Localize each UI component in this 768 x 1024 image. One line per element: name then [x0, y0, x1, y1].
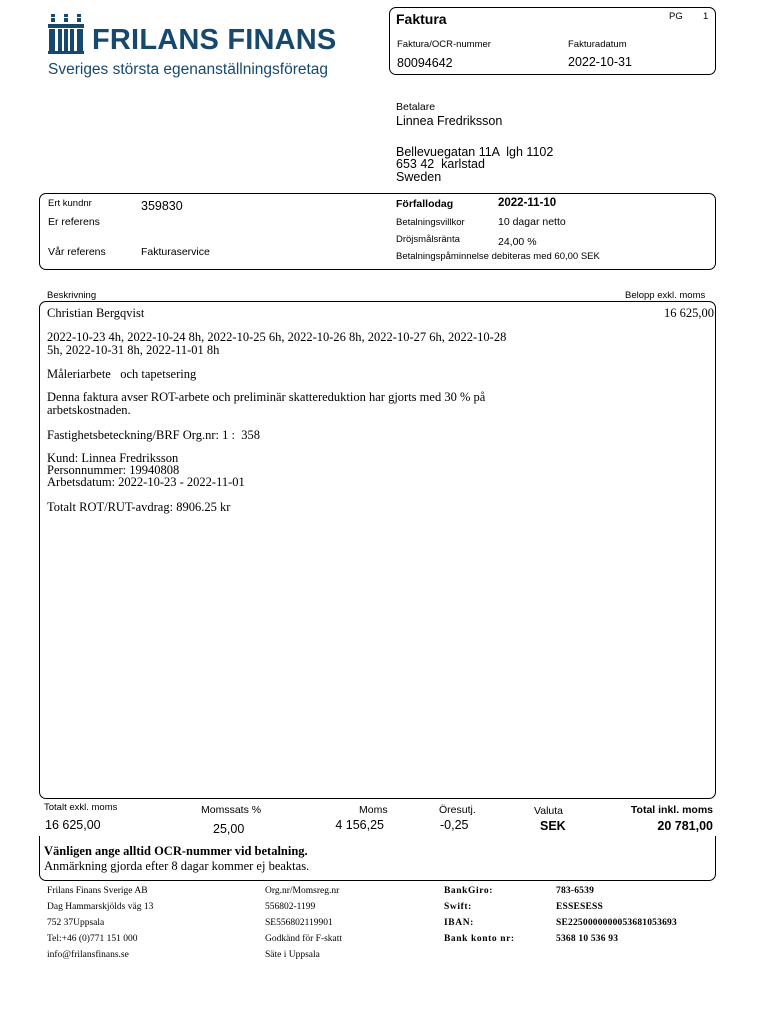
footer-bankgiro-label: BankGiro: [444, 886, 494, 896]
item-work-dates: Arbetsdatum: 2022-10-23 - 2022-11-01 [47, 475, 245, 489]
footer-bank-account: 5368 10 536 93 [556, 934, 619, 944]
item-property: Fastighetsbeteckning/BRF Org.nr: 1 : 358 [47, 428, 260, 442]
item-amount: 16 625,00 [664, 306, 714, 320]
item-total-deduction: Totalt ROT/RUT-avdrag: 8906.25 kr [47, 500, 231, 514]
page-label: PG [669, 11, 683, 22]
late-interest-label: Dröjsmålsränta [396, 234, 460, 245]
castle-logo-icon [48, 14, 84, 54]
footer-postal: 752 37Uppsala [47, 918, 105, 928]
item-worker-name: Christian Bergqvist [47, 306, 145, 320]
payment-terms: 10 dagar netto [498, 216, 566, 228]
vat-rate-label: Momssats % [201, 804, 262, 816]
invoice-date: 2022-10-31 [568, 55, 632, 69]
amount-column-header: Belopp exkl. moms [625, 290, 706, 301]
invoice-date-label: Fakturadatum [568, 39, 627, 50]
payer-country: Sweden [396, 170, 442, 184]
payment-terms-label: Betalningsvillkor [396, 217, 465, 228]
footer-bankgiro: 783-6539 [556, 886, 595, 896]
reminder-fee-note: Betalningspåminnelse debiteras med 60,00 SEK [396, 251, 600, 262]
footer-phone: Tel:+46 (0)771 151 000 [47, 934, 138, 944]
item-dates-line1: 2022-10-23 4h, 2022-10-24 8h, 2022-10-25 6h, 2022-10-26 8h, 2022-10-27 6h, 2022-10-28 [47, 330, 507, 344]
payer-address-line1: Bellevuegatan 11A lgh 1102 [396, 145, 554, 159]
footer-email: info@frilansfinans.se [47, 950, 129, 960]
payer-address-line2: 653 42 karlstad [396, 157, 485, 171]
our-reference: Fakturaservice [141, 246, 210, 258]
payer-label: Betalare [396, 101, 436, 113]
your-reference-label: Er referens [48, 216, 100, 228]
page-number: 1 [703, 11, 709, 22]
payer-name: Linnea Fredriksson [396, 114, 503, 128]
total-excl-vat-label: Totalt exkl. moms [44, 802, 118, 813]
footer-company-name: Frilans Finans Sverige AB [47, 886, 148, 896]
rounding-label: Öresutj. [439, 804, 476, 816]
our-reference-label: Vår referens [48, 246, 106, 258]
vat-label: Moms [359, 804, 388, 816]
late-interest: 24,00 % [498, 236, 537, 248]
footer-iban-label: IBAN: [444, 918, 474, 928]
item-dates-line2: 5h, 2022-10-31 8h, 2022-11-01 8h [47, 343, 220, 357]
due-date-label: Förfallodag [396, 198, 454, 210]
ocr-label: Faktura/OCR-nummer [397, 39, 491, 50]
footer-street: Dag Hammarskjölds väg 13 [47, 902, 154, 912]
description-column-header: Beskrivning [47, 290, 97, 301]
customer-number: 359830 [141, 199, 183, 213]
item-work-type: Måleriarbete och tapetsering [47, 367, 197, 381]
company-logo-text: FRILANS FINANS [92, 24, 337, 56]
ocr-number: 80094642 [397, 56, 453, 70]
total-excl-vat: 16 625,00 [45, 818, 101, 832]
footer-vat-number: SE556802119901 [265, 918, 333, 928]
item-personal-number: Personnummer: 19940808 [47, 463, 180, 477]
footer-seat: Säte i Uppsala [265, 950, 320, 960]
currency: SEK [540, 819, 566, 833]
footer-org-label: Org.nr/Momsreg.nr [265, 886, 340, 896]
footer-swift: ESSESESS [556, 902, 604, 912]
company-tagline: Sveriges största egenanställningsföretag [48, 61, 329, 78]
item-rot-line1: Denna faktura avser ROT-arbete och preliminär skattereduktion har gjorts med 30 % på [47, 390, 486, 404]
currency-label: Valuta [534, 805, 563, 817]
footer-swift-label: Swift: [444, 902, 472, 912]
due-date: 2022-11-10 [498, 197, 557, 209]
customer-number-label: Ert kundnr [48, 198, 92, 209]
footer-org-number: 556802-1199 [265, 902, 316, 912]
invoice-title: Faktura [396, 11, 447, 27]
ocr-notice: Vänligen ange alltid OCR-nummer vid betalning. [44, 844, 308, 858]
total-incl-vat-label: Total inkl. moms [630, 804, 713, 816]
footer-bank-account-label: Bank konto nr: [444, 934, 515, 944]
footer-ftax: Godkänd för F-skatt [265, 934, 343, 944]
complaint-notice: Anmärkning gjorda efter 8 dagar kommer ej beaktas. [44, 859, 310, 873]
item-customer: Kund: Linnea Fredriksson [47, 451, 179, 465]
rounding-amount: -0,25 [440, 818, 469, 832]
item-rot-line2: arbetskostnaden. [47, 403, 131, 417]
footer-iban: SE2250000000053681053693 [556, 918, 677, 928]
vat-rate: 25,00 [213, 822, 245, 836]
vat-amount: 4 156,25 [335, 818, 384, 832]
total-incl-vat: 20 781,00 [657, 819, 713, 833]
